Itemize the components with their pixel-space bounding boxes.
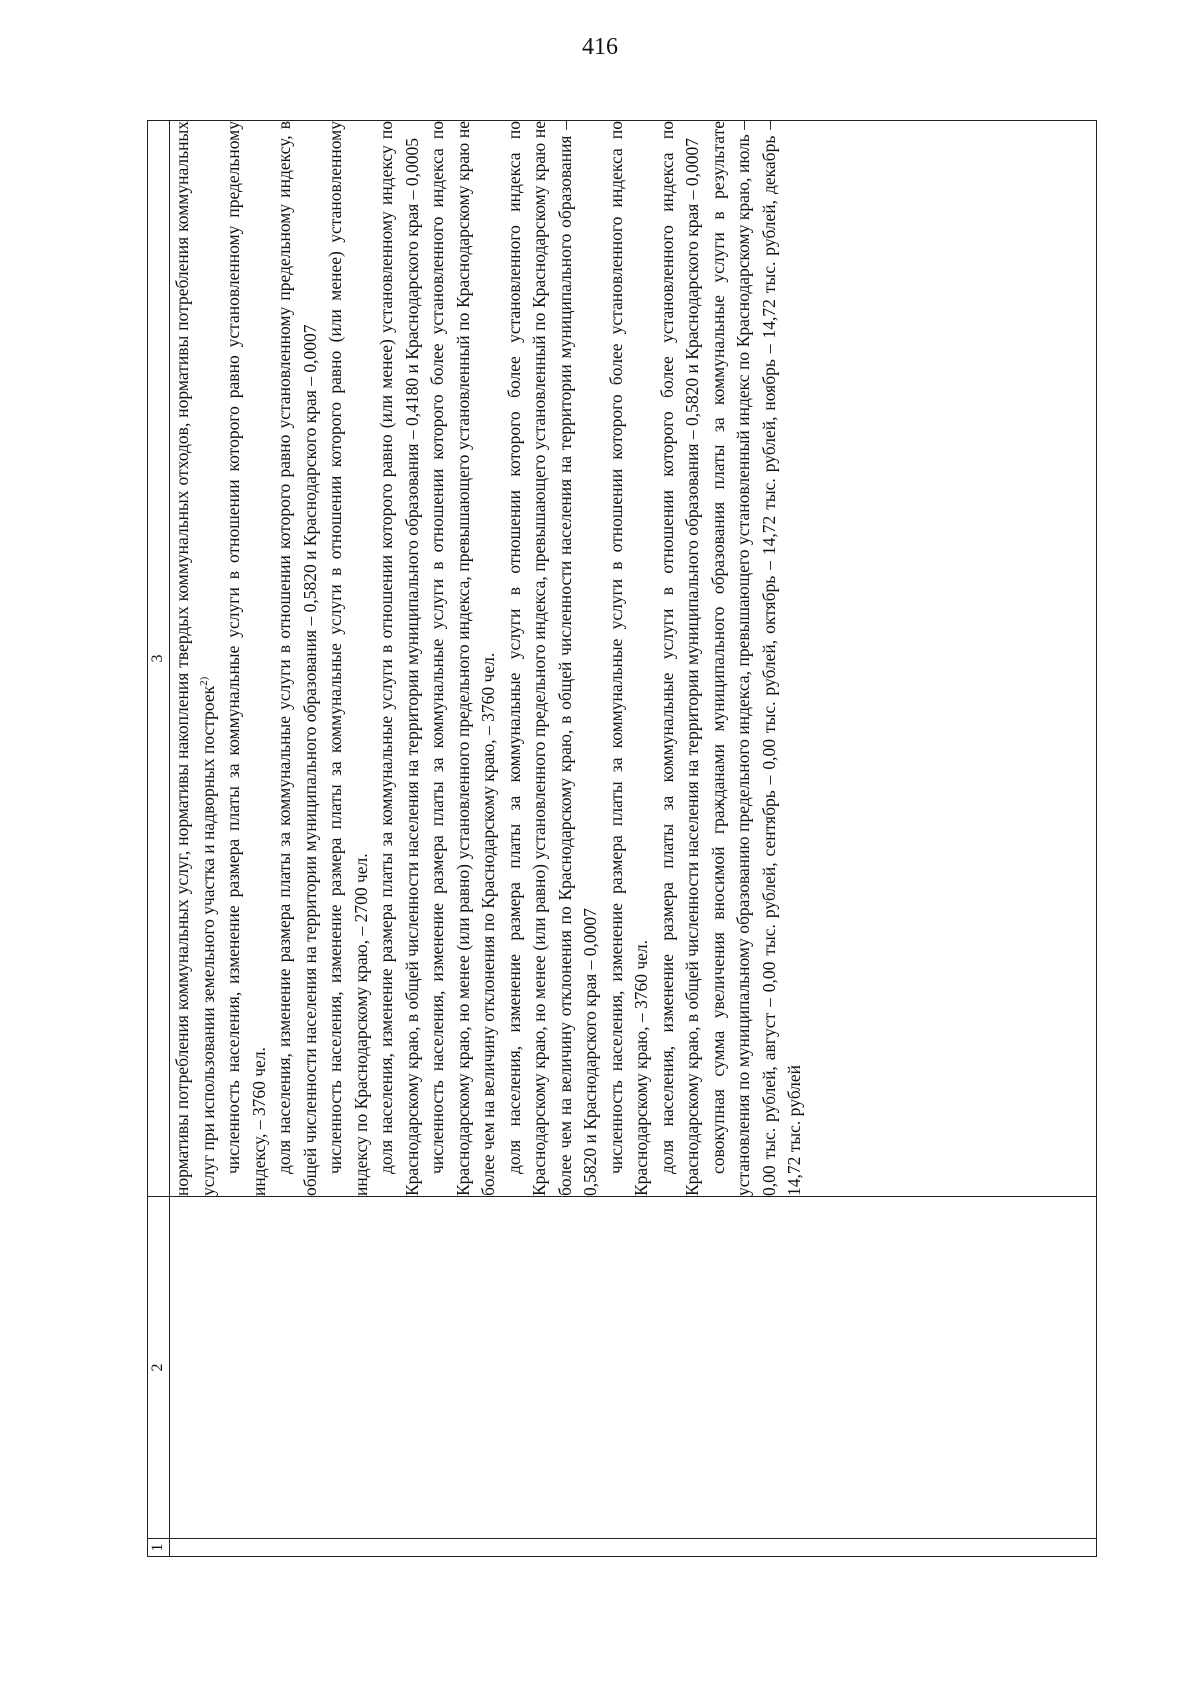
cell-col-3 [170,121,1097,1197]
table-header-row [148,121,170,1557]
cell-col-1 [170,1539,1097,1557]
paragraph-text: доля населения, изменение размера платы за коммунальные услуги в отношении которого равно (или менее) установленному индексу по Краснодарскому краю, в общей численности населения на территории муниципального образования – 0,4180 и Краснодарского края – 0,0005 [376,121,422,1196]
table-paragraph [425,121,502,1196]
rotated-table-container [147,120,1097,1557]
paragraph-text: численность населения, изменение размера платы за коммунальные услуги в отношении которого более установленного индекса по Краснодарскому краю, – 3760 чел. [605,121,651,1196]
paragraph-text: совокупная сумма увеличения вносимой гражданами муниципального образования платы за коммунальные услуги в результате установления по муниципальному образованию предельного индекса, превышающего установленный индекс по Краснодарскому краю, июль – 0,00 тыс. рублей, август – 0,00 тыс. рублей, сентябрь – 0,00 тыс. рублей, октябрь – 14,72 тыс. рублей, ноябрь – 14,72 тыс. рублей, декабрь – 14,72 тыс. рублей [707,121,804,1196]
paragraph-text: численность населения, изменение размера платы за коммунальные услуги в отношении которого равно (или менее) установленному индексу по Краснодарскому краю, – 2700 чел. [325,121,371,1196]
paragraph-text: нормативы потребления коммунальных услуг, нормативы накопления твердых коммунальных отходов, нормативы потребления коммунальных услуг при использовании земельного участка и надворных построек [172,121,218,1196]
header-col-2: 2 [148,1197,170,1539]
table-paragraph [374,121,425,1196]
footnote-marker: 2) [197,676,210,686]
table-paragraph [221,121,272,1196]
paragraph-text: доля населения, изменение размера платы за коммунальные услуги в отношении которого более установленного индекса по Краснодарскому краю, в общей численности населения на территории муниципального образования – 0,5820 и Краснодарского края – 0,0007 [656,121,702,1196]
paragraph-list [170,121,808,1196]
table-paragraph [604,121,655,1196]
paragraph-text: доля населения, изменение размера платы за коммунальные услуги в отношении которого равно установленному предельному индексу, в общей численности населения на территории муниципального образования – 0,5820 и Краснодарского края – 0,0007 [274,121,320,1196]
cell-col-2 [170,1197,1097,1539]
table-paragraph [502,121,604,1196]
table-paragraph [272,121,323,1196]
paragraph-text: доля населения, изменение размера платы за коммунальные услуги в отношении которого более установленного индекса по Краснодарскому краю, но менее (или равно) установленного предельного индекса, превышающего установленный по Краснодарскому краю не более чем на величину отклонения по Краснодарскому краю, в общей численности населения на территории муниципального образования – 0,5820 и Краснодарского края – 0,0007 [503,121,600,1196]
table-row [170,121,1097,1557]
table-paragraph [706,121,808,1196]
paragraph-text: численность населения, изменение размера платы за коммунальные услуги в отношении которого более установленного индекса по Краснодарскому краю, но менее (или равно) установленного предельного индекса, превышающего установленный по Краснодарскому краю не более чем на величину отклонения по Краснодарскому краю, – 3760 чел. [427,121,498,1196]
paragraph-text: численность населения, изменение размера платы за коммунальные услуги в отношении которого равно установленному предельному индексу, – 3760 чел. [223,121,269,1196]
header-col-3: 3 [148,121,170,1197]
document-table [147,120,1097,1557]
table-paragraph [323,121,374,1196]
table-paragraph [655,121,706,1196]
table-paragraph [170,121,221,1196]
page-number: 416 [582,34,618,60]
header-col-1: 1 [148,1539,170,1557]
